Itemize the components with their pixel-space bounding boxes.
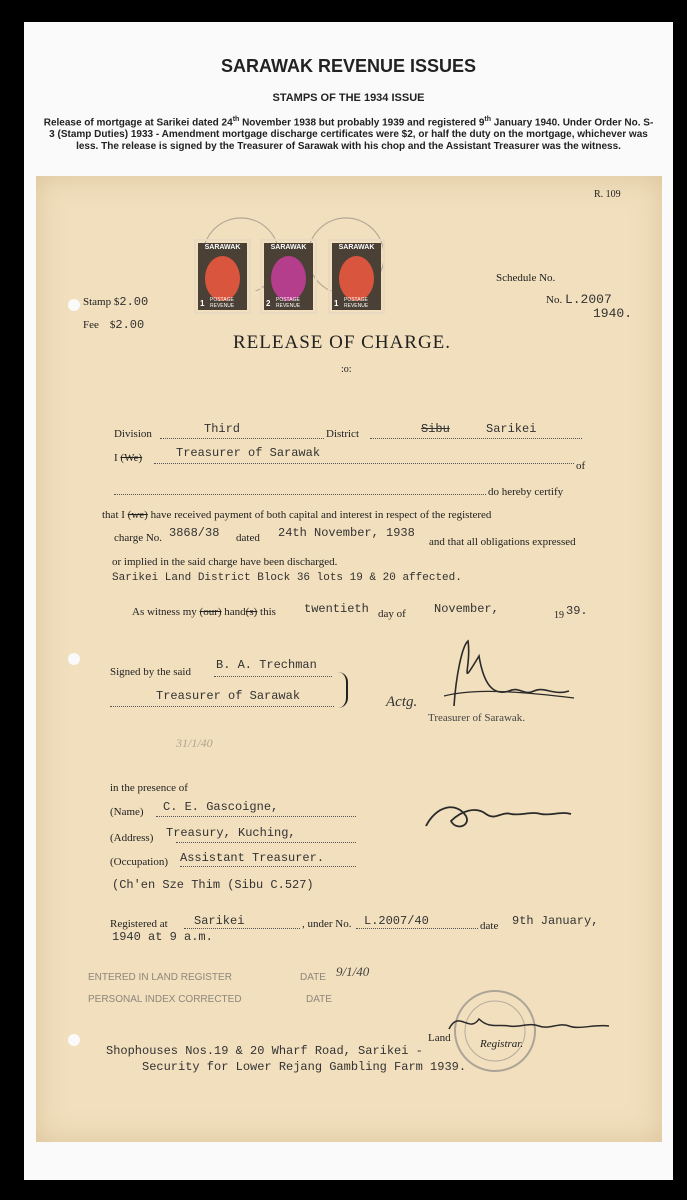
pencil-note: 31/1/40 xyxy=(176,736,213,750)
charge-number: 3868/38 xyxy=(169,526,220,540)
stamp-duty: Stamp $2.00 xyxy=(83,295,149,309)
division-label: Division xyxy=(114,428,152,440)
fee: Fee $2.00 xyxy=(83,318,145,332)
footer-line-1: Shophouses Nos.19 & 20 Wharf Road, Sarikei - xyxy=(106,1044,423,1058)
that-line: that I (we) have received payment of both capital and interest in respect of the registered xyxy=(102,509,492,521)
signature-prefix: Actg. xyxy=(386,694,418,710)
district-struck: Sibu xyxy=(421,422,450,436)
certify-text: do hereby certify xyxy=(488,486,564,498)
schedule-label: Schedule No. xyxy=(496,272,556,284)
revenue-stamp-1: SARAWAK 1 POSTAGE REVENUE xyxy=(194,239,251,314)
witness-month: November, xyxy=(434,602,499,616)
witness-address: Treasury, Kuching, xyxy=(166,826,296,840)
heading-divider: :o: xyxy=(341,364,352,375)
revenue-stamp-2: SARAWAK 2 POSTAGE REVENUE xyxy=(260,239,317,314)
land-register-date-label: DATE xyxy=(300,972,326,983)
district-label: District xyxy=(326,428,359,440)
district-value: Sarikei xyxy=(486,422,537,436)
chinese-name: (Ch'en Sze Thim (Sibu C.527) xyxy=(112,878,314,892)
registration-number: L.2007/40 xyxy=(364,914,429,928)
page-description: Release of mortgage at Sarikei dated 24th November 1938 but probably 1939 and registered 9th January 1940. Under Order No. S-3 (Stamp Duties) 1933 - Amendment mortgage discharge certificates were $2, or half the duty on the mortgage, whichever was less. The release is signed by the Treasurer of Sarawak with his chop and the Assistant Treasurer was the witness. xyxy=(43,116,654,153)
punch-hole xyxy=(68,653,80,665)
land-register-stamp: ENTERED IN LAND REGISTER xyxy=(88,972,232,983)
registrar-label: Registrar. xyxy=(480,1038,524,1050)
signed-label: Signed by the said xyxy=(110,666,191,678)
registered-label: Registered at xyxy=(110,918,168,930)
i-label: I (We) xyxy=(114,452,143,464)
number-year: 1940. xyxy=(593,306,633,321)
page-title: SARAWAK REVENUE ISSUES xyxy=(220,56,477,76)
witness-day: twentieth xyxy=(304,602,369,616)
day-of-label: day of xyxy=(378,608,406,620)
signature-caption: Treasurer of Sarawak. xyxy=(428,712,526,724)
punch-hole xyxy=(68,299,80,311)
witness-year: 39. xyxy=(566,604,588,618)
date-label: date xyxy=(480,920,499,932)
brace xyxy=(336,672,348,708)
registrar-signature xyxy=(444,1004,614,1044)
page-subtitle: STAMPS OF THE 1934 ISSUE xyxy=(272,92,425,104)
occupation-label: (Occupation) xyxy=(110,856,169,868)
document-heading: RELEASE OF CHARGE. xyxy=(233,332,452,353)
registered-place: Sarikei xyxy=(194,914,245,928)
punch-hole xyxy=(68,1034,80,1046)
witness-name: C. E. Gascoigne, xyxy=(163,800,279,814)
land-label: Land xyxy=(428,1032,451,1044)
obligations-text: and that all obligations expressed xyxy=(429,536,576,548)
releasor-name: Treasurer of Sarawak xyxy=(176,446,321,460)
portrait-oval xyxy=(205,256,240,301)
under-label: , under No. xyxy=(302,918,352,930)
registration-time: 1940 at 9 a.m. xyxy=(112,930,213,944)
number-label: No. L.2007 xyxy=(546,292,612,307)
of-label: of xyxy=(576,460,586,472)
implied-text: or implied in the said charge have been discharged. xyxy=(112,556,338,568)
form-number: R. 109 xyxy=(594,189,621,200)
revenue-stamp-3: SARAWAK 1 POSTAGE REVENUE xyxy=(328,239,385,314)
division-value: Third xyxy=(204,422,241,436)
year-prefix: 19 xyxy=(554,610,564,621)
signed-name: B. A. Trechman xyxy=(216,658,317,672)
witness-line: As witness my (our) hand(s) this xyxy=(132,606,276,618)
personal-index-stamp: PERSONAL INDEX CORRECTED xyxy=(88,994,242,1005)
charge-date: 24th November, 1938 xyxy=(278,526,415,540)
typed-note: Sarikei Land District Block 36 lots 19 & 20 affected. xyxy=(112,572,462,584)
footer-line-2: Security for Lower Rejang Gambling Farm 1939. xyxy=(142,1060,467,1074)
name-label: (Name) xyxy=(110,806,144,818)
presence-label: in the presence of xyxy=(110,782,188,794)
dated-label: dated xyxy=(236,532,260,544)
charge-label: charge No. xyxy=(114,532,163,544)
registration-date: 9th January, xyxy=(512,914,599,928)
address-label: (Address) xyxy=(110,832,154,844)
witness-signature xyxy=(416,786,576,846)
land-register-date: 9/1/40 xyxy=(336,964,370,979)
signed-title: Treasurer of Sarawak xyxy=(156,689,301,703)
personal-index-date-label: DATE xyxy=(306,994,332,1005)
witness-occupation: Assistant Treasurer. xyxy=(180,851,325,865)
release-of-charge-document xyxy=(36,176,662,1142)
